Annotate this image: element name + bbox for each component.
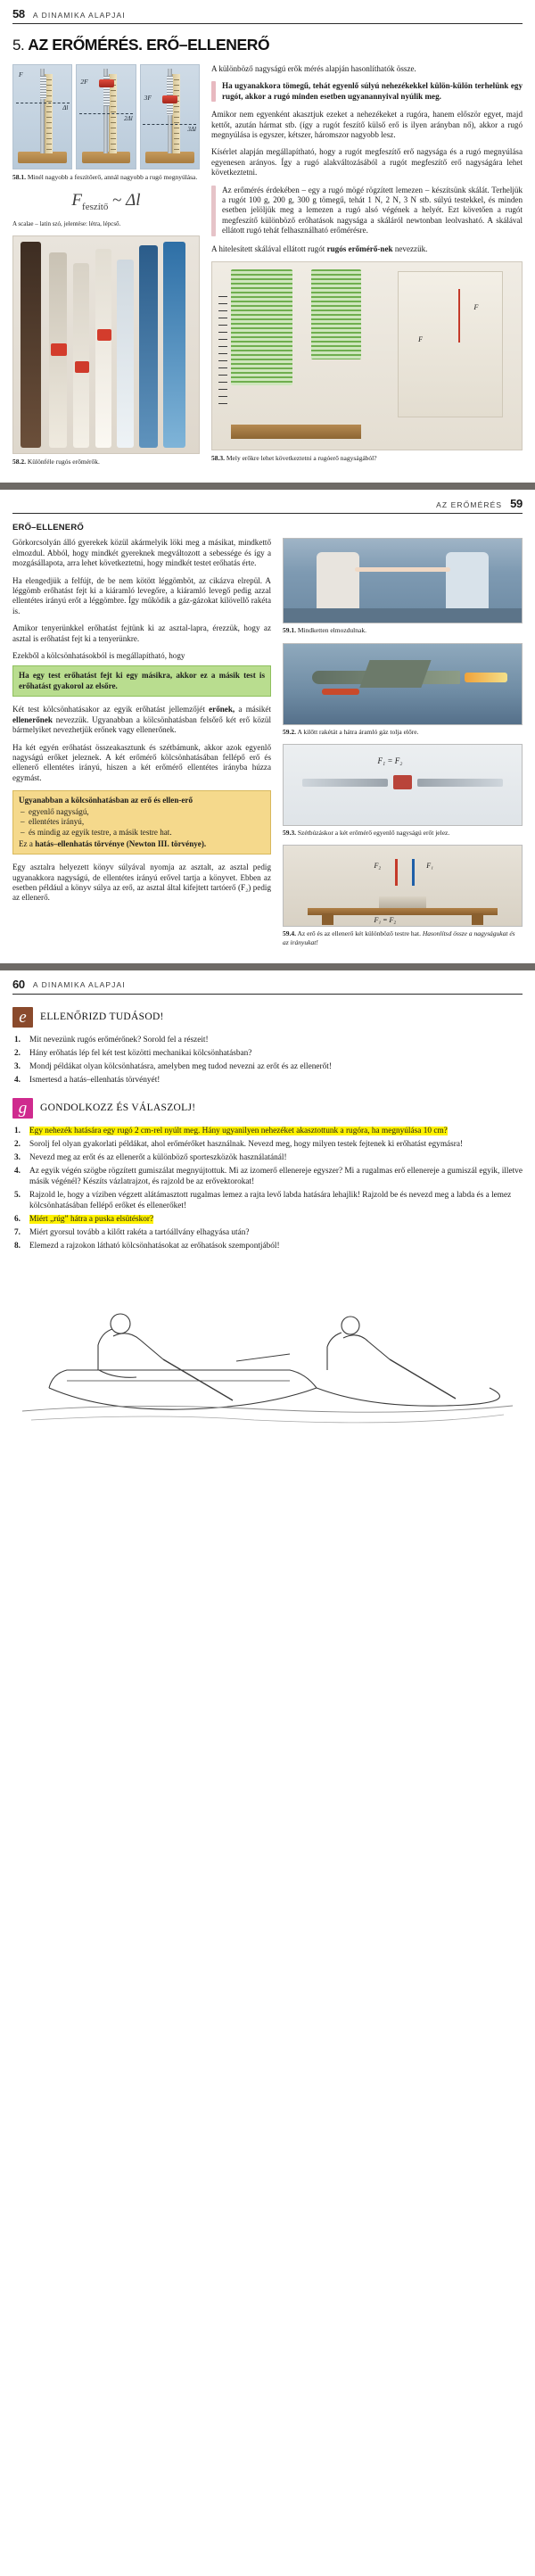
page-58-columns — [12, 64, 523, 474]
measuring-scale-strip — [218, 296, 227, 409]
page-separator-1 — [0, 483, 535, 490]
page-58 — [0, 0, 535, 483]
boat-line-drawing — [12, 1254, 523, 1429]
label-F1-eq-F2: F₁ = F₂ — [374, 915, 397, 924]
page-58-right-column — [211, 64, 523, 471]
figure-59-2-caption — [283, 728, 523, 736]
paragraph-force-counterforce-naming — [12, 705, 271, 735]
extension-label-2-delta-l: 2Δl — [124, 115, 133, 122]
running-head-58 — [12, 0, 523, 20]
proportionality-formula — [12, 191, 200, 212]
newton-law-properties — [19, 807, 265, 838]
intro-paragraph: A különböző nagyságú erők mérés alapján hasonlíthatók össze. — [211, 64, 416, 73]
exhaust-flame — [465, 673, 507, 682]
term-ellenero: ellenerőnek — [12, 714, 53, 724]
figure-58-3-text: Mely erőkre lehet következtetni a rugóerő nagyságából? — [226, 454, 377, 463]
force-label-3F: 3F — [144, 94, 152, 102]
rower-head — [111, 1314, 130, 1333]
missile-1 — [322, 689, 360, 695]
figure-58-1-number: 58.1. — [12, 173, 26, 181]
jet-wing — [359, 660, 432, 688]
label-F2: F₂ — [374, 862, 382, 871]
figure-58-1-caption — [12, 173, 200, 181]
definition-tail: nevezzük. — [392, 244, 428, 253]
formula-symbol-F: F — [71, 191, 83, 211]
force-meter-right — [417, 779, 503, 787]
force-arrow-shaft-1 — [458, 289, 460, 343]
force-meter-left — [302, 779, 388, 787]
check-item-text: Mondj példákat olyan kölcsönhatásra, amelyben meg tudod nevezni az erőt és az ellenerőt! — [29, 1061, 332, 1071]
paragraph-hand-table: Amikor tenyerünkkel erőhatást fejtünk ki az asztal-lapra, érezzük, hogy az asztal is erőhatást fejt ki a tenyerünkre. — [12, 623, 271, 643]
page-59 — [0, 490, 535, 962]
callout-scale-construction — [211, 186, 523, 236]
force-label-F-right: F — [473, 303, 479, 312]
figure-59-3-number: 59.3. — [283, 829, 296, 837]
force-meter-1 — [21, 242, 41, 448]
wood-support — [231, 425, 361, 439]
check-item — [12, 1061, 523, 1072]
page-separator-2 — [0, 963, 535, 970]
figure-58-3-number: 58.3. — [211, 454, 225, 463]
weight-arrow — [395, 859, 398, 887]
formula-relation: ~ — [112, 191, 122, 211]
figure-59-2-number: 59.2. — [283, 727, 296, 736]
running-head-60 — [12, 970, 523, 990]
figure-59-3-photo — [283, 744, 523, 826]
think-item-text: Elemezd a rajzokon látható kölcsönhatásokat az erőhatások szempontjából! — [29, 1241, 280, 1251]
water-line-2 — [31, 1415, 504, 1423]
figure-59-4-italic-tail: Hasonlítsd össze a nagyságukat és az irányukat! — [283, 929, 515, 946]
hook-joint — [393, 775, 412, 789]
check-item-text: Ismertesd a hatás–ellenhatás törvényét! — [29, 1075, 160, 1085]
second-rower-arm — [343, 1335, 390, 1359]
term-ero: erőnek, — [209, 705, 235, 714]
folio-59: 59 — [510, 497, 523, 511]
think-item-text: Az egyik végén szögbe rögzített gumiszálat megnyújtottuk. Mi az izomerő ellenereje egyszer? Mi a rugalmas erő ellenereje a gumiszál egyik, illetve másik végénél? Készíts vázlatrajzot, és rajzold be az erővektorokat! — [29, 1166, 523, 1186]
figure-59-2-text: A kilőtt rakétát a hátra áramló gáz tolja előre. — [297, 727, 419, 736]
paragraph-book-on-table: Egy asztalra helyezett könyv súlyával nyomja az asztalt, az asztal pedig ugyanakkora nagyságú, de ellentétes irányú erővel tartja a könyvet. Ebben az esetben például a könyv súlya az erő, az asztal által kifejtett tartóerő (F₂) pedig az ellenerő. — [12, 863, 271, 903]
support-arrow — [412, 859, 415, 887]
law-name-tail: (Newton III. törvénye). — [124, 838, 207, 848]
extension-label-delta-l: Δl — [62, 104, 69, 111]
page-59-right-column — [283, 538, 523, 954]
think-answer-title: GONDOLKOZZ ÉS VÁLASZOLJ! — [40, 1102, 196, 1114]
check-knowledge-header — [12, 1007, 523, 1028]
extension-label-3-delta-l: 3Δl — [187, 126, 196, 133]
force-equation-label: F₁ = F₂ — [377, 755, 403, 765]
water-line-1 — [22, 1406, 513, 1412]
second-boat-hull — [317, 1388, 499, 1406]
reference-dashed-line — [143, 124, 196, 125]
child-right — [446, 552, 489, 615]
force-label-2F: 2F — [80, 78, 88, 86]
figure-59-1-number: 59.1. — [283, 626, 296, 635]
think-answer-badge-icon: g — [12, 1098, 33, 1119]
paragraph-balloon: Ha elengedjük a felfújt, de be nem kötött léggömböt, az cikázva elrepül. A léggömb erőhatást fejt ki a kiáramló levegőre, a kiáramló levegő pedig azzal ellentétes irányú erőt a léggömbre. Így működik a gáz-gázokat kilövellő rakéta is. — [12, 575, 271, 615]
law-name: hatás–ellenhatás törvénye — [35, 838, 125, 848]
figure-58-3-caption — [211, 454, 523, 462]
check-knowledge-badge-icon: e — [12, 1007, 33, 1028]
red-weight-1 — [51, 343, 68, 356]
page-60 — [0, 970, 535, 1438]
page-58-left-column — [12, 64, 200, 474]
figure-59-4-caption — [283, 929, 523, 946]
page-59-columns — [12, 538, 523, 954]
think-item — [12, 1139, 523, 1150]
property-item: – ellentétes irányú, — [29, 817, 265, 828]
naming-part-1: Két test kölcsönhatásakor az egyik erőhatást jellemzőjét — [12, 705, 210, 714]
formula-right-side: Δl — [126, 191, 141, 211]
force-meter-5 — [117, 260, 134, 448]
chapter-title-text: AZ ERŐMÉRÉS. ERŐ–ELLENERŐ — [28, 36, 270, 54]
check-item-text: Mit nevezünk rugós erőmérőnek? Sorold fel a részeit! — [29, 1035, 209, 1044]
figure-58-1 — [12, 64, 200, 169]
definition-lead: A hitelesített skálával ellátott rugót — [211, 244, 327, 253]
force-meter-6 — [139, 245, 158, 448]
check-knowledge-title: ELLENŐRIZD TUDÁSOD! — [40, 1011, 164, 1023]
red-weight-3 — [97, 329, 112, 341]
ruler-scale — [172, 74, 180, 153]
check-item — [12, 1075, 523, 1086]
think-item-text: Nevezd meg az erőt és az ellenerőt a különböző sporteszközök használatánál! — [29, 1152, 287, 1162]
red-weight-2 — [75, 361, 90, 373]
connecting-pole — [236, 1354, 290, 1361]
figure-58-2-number: 58.2. — [12, 458, 26, 466]
pushing-arms — [355, 567, 450, 572]
figure-59-3-text: Szétbúzáskor a két erőmérő egyenlő nagyságú erőt jelez. — [297, 829, 450, 837]
figure-59-1-photo — [283, 538, 523, 623]
spring-coil — [40, 76, 46, 99]
think-item — [12, 1152, 523, 1163]
law-box-action-reaction: Ha egy test erőhatást fejt ki egy másikra, akkor ez a másik test is erőhatást gyakorol az elsőre. — [12, 665, 271, 697]
naming-part-3: nevezzük. Ugyanabban a kölcsönhatásban felsőrő két erő közül bármelyiket nevezhetjük erőnek vagy ellenerőnek. — [12, 714, 271, 735]
force-label-F-mid: F — [418, 335, 423, 344]
running-head-59 — [12, 490, 523, 509]
table-leg-left — [322, 913, 333, 925]
think-item-text: Sorolj fel olyan gyakorlati példákat, ahol erőmérőket használnak. Nevezd meg, hogy milyen testek fejtenek ki erőhatást egymásra! — [29, 1139, 464, 1149]
think-item — [12, 1166, 523, 1187]
green-spring-mid — [311, 269, 361, 359]
paragraph-definition — [211, 244, 523, 254]
property-item: – egyenlő nagyságú, — [29, 807, 265, 818]
figure-59-3-caption — [283, 829, 523, 837]
check-item — [12, 1048, 523, 1059]
think-answer-list — [12, 1126, 523, 1251]
force-meter-4 — [95, 249, 112, 448]
naming-part-2: a másikét — [235, 705, 271, 714]
second-rower-back — [327, 1333, 342, 1370]
callout-accent-bar — [211, 186, 216, 236]
think-item-text: Miért gyorsul tovább a kilőtt rakéta a tartóállvány elhagyása után? — [29, 1227, 250, 1237]
running-head-label-60: A DINAMIKA ALAPJAI — [32, 980, 126, 990]
figure-58-3-photo — [211, 261, 523, 450]
oar-2 — [390, 1359, 456, 1399]
paragraph-experiment-conclusion: Kísérlet alapján megállapítható, hogy a rugót megfeszítő erő nagysága és a rugó megnyúlása egyenesen arányos. Így a rugó alakváltozásából a rugót megfeszítő erő nagyságára lehet következtetni. — [211, 147, 523, 178]
formula-subscript: feszítő — [82, 202, 109, 213]
think-item — [12, 1241, 523, 1251]
callout-equal-masses-text: Ha ugyanakkora tömegű, tehát egyenlő súlyú nehezékekkel külön-külön terhelünk egy rugót, akkor a rugó minden esetben ugyanannyival nyúlik meg. — [222, 81, 523, 101]
weight-block — [162, 95, 177, 103]
figure-59-1-text: Mindketten elmozdulnak. — [297, 626, 366, 635]
callout-accent-bar — [211, 81, 216, 102]
property-item: – és mindig az egyik testre, a másik testre hat. — [29, 828, 265, 838]
boat-gunwale-left — [49, 1370, 317, 1388]
figure-59-1-caption — [283, 626, 523, 634]
page-59-left-column — [12, 538, 271, 910]
think-answer-header — [12, 1098, 523, 1119]
spring-photo-3 — [140, 64, 200, 169]
header-rule-59 — [12, 513, 523, 514]
figure-59-4-photo — [283, 845, 523, 927]
book — [379, 896, 426, 908]
header-rule-60 — [12, 994, 523, 995]
folio-60: 60 — [12, 977, 25, 991]
second-rower-head — [342, 1317, 359, 1334]
think-item — [12, 1227, 523, 1238]
spring-photo-2 — [76, 64, 136, 169]
think-item — [12, 1126, 523, 1136]
oar-1 — [163, 1359, 233, 1400]
think-item — [12, 1190, 523, 1211]
figure-58-1-text: Minél nagyobb a feszítőerő, annál nagyobb a rugó megnyúlása. — [27, 173, 198, 181]
rower-back — [98, 1329, 112, 1370]
green-spring-left — [231, 269, 292, 385]
folio-58: 58 — [12, 7, 25, 21]
spring-photo-1 — [12, 64, 72, 169]
boat-illustration — [12, 1254, 523, 1429]
check-knowledge-list — [12, 1035, 523, 1086]
ground — [284, 608, 522, 623]
paragraph-proportional-loading: Amikor nem egyenként akasztjuk ezeket a nehezékeket a rugóra, hanem először egyet, majd kettőt, azután hármat stb. (így a rugót feszítő külső erő is ilyen arányban nő), akkor a rugó megnyúlása is egyszer, kétszer, háromszor nagyobb lesz. — [211, 110, 523, 140]
weight-block — [99, 79, 114, 87]
callout-scale-construction-text: Az erőmérés érdekében – egy a rugó mögé rögzített lemezen – készítsünk skálát. Terheljük a rugót 100 g, 200 g, 300 g tömegű, tehát 1 N, 2 N, 3 N stb. súlyú testekkel, és minden esetben jelöljük meg a lemezen a rugó alsó végének a helyét. Ezt követően a rugót megfeszítő különböző erőhatások nagysága a skáláról newtonban leolvasható. A skálával ellátott rugó tehát felhasználható erőmérésre. — [222, 185, 523, 235]
definition-term: rugós erőmérő-nek — [326, 244, 393, 253]
check-item-text: Hány erőhatás lép fel két test közötti mechanikai kölcsönhatásban? — [29, 1048, 252, 1058]
running-head-label-58: A DINAMIKA ALAPJAI — [32, 10, 126, 20]
latin-footnote: A scalae – latin szó, jelentése: létra, lépcső. — [12, 220, 121, 228]
force-meter-3 — [73, 263, 90, 448]
force-label-F: F — [19, 70, 23, 78]
chapter-title — [12, 36, 523, 54]
figure-58-2-text: Különféle rugós erőmérők. — [27, 458, 100, 466]
table-top — [308, 908, 498, 915]
child-left — [317, 552, 359, 615]
think-item-text: Miért „rúg” hátra a puska elsütéskor? — [29, 1214, 154, 1224]
paragraph-skaters: Görkorcsolyán álló gyerekek közül akármelyik löki meg a másikat, mindkettő elmozdul. Abból, hogy mindkét gyereknek megváltozott a sebessége és így a mozgásállapota, arra lehet következtetni, hogy mindkét testet erőhatás érte. — [12, 538, 271, 568]
figure-58-2-caption — [12, 458, 200, 466]
label-F1: F₁ — [426, 862, 433, 871]
section-title-ero-ellenero: ERŐ–ELLENERŐ — [12, 523, 84, 533]
check-item — [12, 1035, 523, 1045]
pulley-setup — [398, 271, 503, 417]
reference-dashed-line — [79, 113, 133, 114]
amber-intro: Ugyanabban a kölcsönhatásban az erő és ellen-erő — [19, 796, 193, 805]
force-meter-7 — [163, 242, 185, 448]
think-item — [12, 1214, 523, 1225]
paragraph-two-meters: Ha két egyén erőhatást összeakasztunk és szétbámunk, akkor azok egyenlő nagyságú erőket jeleznek. A két erőmérő kölcsönhatásában fellépő erő és ellenerő ellentétes irányú, hiszen a két erőmérő ellentétes irányba húzza egymást. — [12, 742, 271, 782]
law-name-lead: Ez a — [19, 838, 36, 848]
running-head-label-59: AZ ERŐMÉRÉS — [436, 500, 503, 509]
rower-arm — [113, 1333, 163, 1359]
header-rule-58 — [12, 23, 523, 24]
rower-legs — [99, 1370, 136, 1377]
paragraph-conclusion-lead: Ezekből a kölcsönhatásokból is megállapítható, hogy — [12, 651, 185, 661]
figure-59-4-text: Az erő és az ellenerő két különböző testre hat. — [297, 929, 423, 938]
table-leg-right — [472, 913, 483, 925]
chapter-number: 5. — [12, 37, 25, 54]
think-item-text: Rajzold le, hogy a víziben végzett alátámasztott rugalmas lemez a rajta levő labda hatására lehajlik! Rajzold be és nevezd meg a labda és a lemez kölcsönhatásában fellépő erőket és ellenerőket! — [29, 1190, 512, 1210]
figure-58-2-photo — [12, 235, 200, 454]
newton-third-law-box — [12, 790, 271, 855]
figure-59-2-photo — [283, 643, 523, 725]
figure-59-4-number: 59.4. — [283, 929, 296, 938]
think-item-text: Egy nehezék hatására egy rugó 2 cm-rel nyúlt meg. Hány ugyanilyen nehezéket akasztottunk a rugóra, ha megnyúlása 10 cm? — [29, 1126, 448, 1135]
callout-equal-masses — [211, 81, 523, 102]
